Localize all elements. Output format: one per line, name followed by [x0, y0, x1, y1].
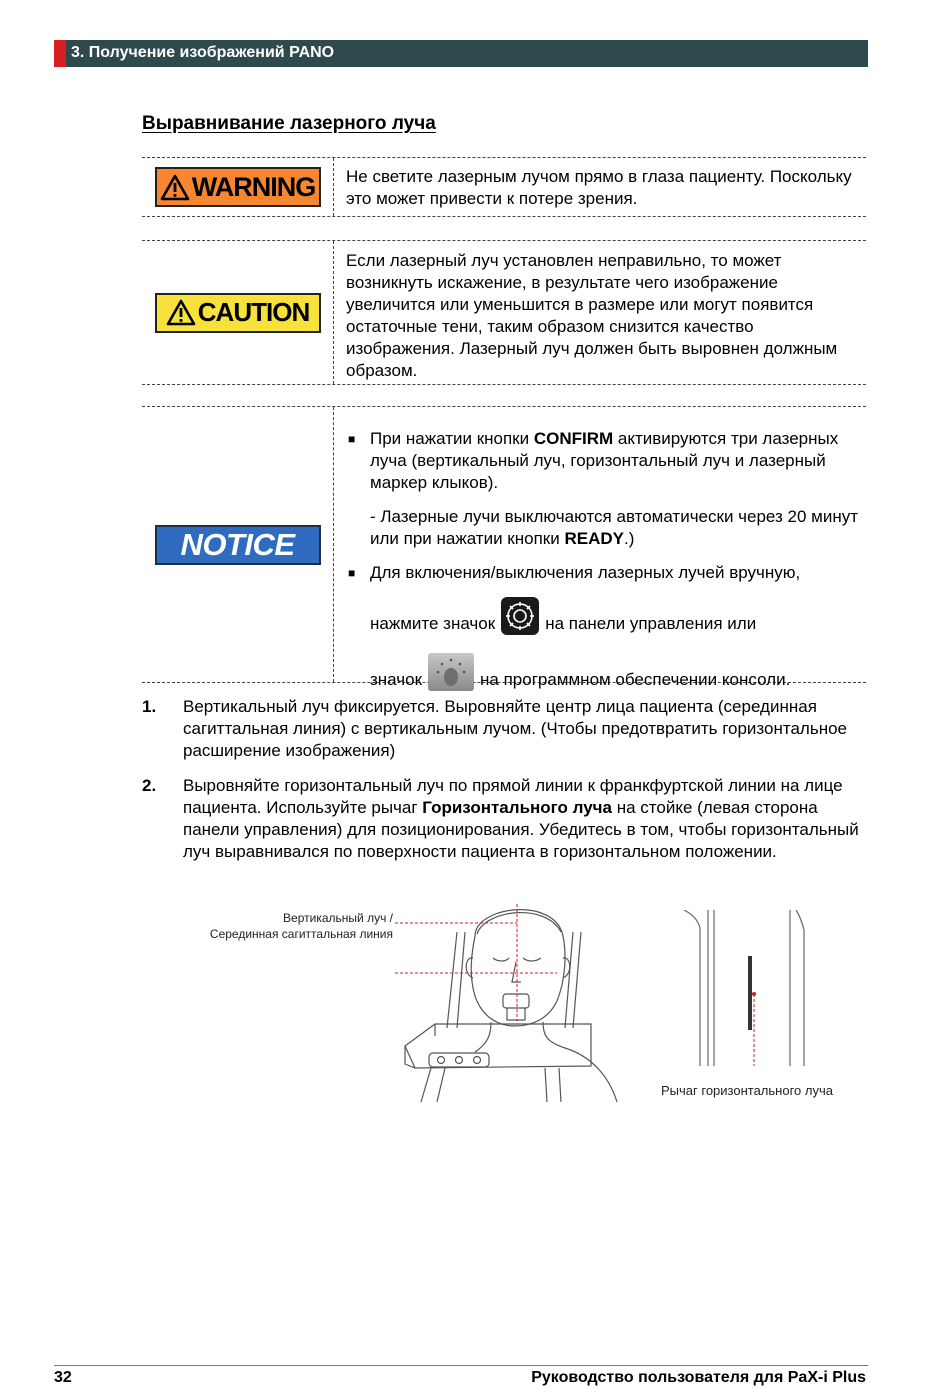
caution-label-text: CAUTION: [197, 297, 310, 327]
notice-item-confirm: ■ При нажатии кнопки CONFIRM активируются три лазерных луча (вертикальный луч, горизонтальный луч и лазерный маркер клыков).: [348, 429, 839, 492]
bullet-icon: ■: [348, 566, 356, 580]
lever-label: Рычаг горизонтального луча: [661, 1083, 833, 1098]
section-header: [54, 40, 868, 67]
notice-subnote: - Лазерные лучи выключаются автоматически через 20 минут или при нажатии кнопки READY.): [370, 507, 859, 548]
notice-content: [346, 428, 860, 697]
step-1: [142, 696, 872, 762]
vertical-beam-label: Вертикальный луч / Серединная сагиттальная линия: [209, 911, 393, 941]
warning-text: Не светите лазерным лучом прямо в глаза пациенту. Поскольку это может привести к потере зрения.: [346, 167, 852, 208]
warning-triangle-icon: [160, 174, 190, 201]
header-accent: [54, 40, 66, 67]
step-number: 1.: [142, 697, 157, 716]
notice-label-text: NOTICE: [180, 526, 295, 562]
notice-label: [155, 525, 321, 565]
page-number: 32: [54, 1369, 72, 1386]
laser-button-icon: [501, 597, 539, 641]
caution-triangle-icon: [166, 299, 196, 326]
notice-item-manual: ■ Для включения/выключения лазерных лучей вручную, нажмите значок на панели управления или значок на программном обеспечении консоли.: [346, 562, 860, 697]
footer-title: Руководство пользователя для PaX-i Plus: [531, 1369, 866, 1386]
bullet-icon: ■: [348, 432, 356, 446]
patient-illustration: [395, 896, 630, 1106]
page-title: Выравнивание лазерного луча: [142, 113, 436, 134]
caution-text: Если лазерный луч установлен неправильно, то может возникнуть искажение, в результате чего изображение увеличится или уменьшится в размере или могут появится остаточные тени, таким образом снизится качество изображения. Лазерный луч должен быть выровнен должным образом.: [346, 251, 838, 380]
column-illustration: [680, 910, 815, 1066]
step-number: 2.: [142, 776, 157, 795]
warning-box: [142, 157, 866, 217]
step-list: [142, 696, 872, 863]
laser-software-icon: [428, 653, 474, 697]
positioning-figure: [180, 896, 870, 1111]
notice-box: [142, 406, 866, 689]
caution-label: [155, 293, 321, 333]
step-text: Вертикальный луч фиксируется. Выровняйте центр лица пациента (серединная сагиттальная линия) с вертикальным лучом. (Чтобы предотвратить горизонтальное расширение изображения): [183, 697, 847, 760]
warning-label-text: WARNING: [191, 171, 316, 202]
warning-label: [155, 167, 321, 207]
footer-divider: [54, 1365, 868, 1366]
step-2: 2. Выровняйте горизонтальный луч по прямой линии к франкфуртской линии на лице пациента. Используйте рычаг Горизонтального луча на стойке (левая сторона панели управления) для позиционирования. Убедитесь в том, чтобы горизонтальный луч выравнивался по поверхности пациента в горизонтальном положении.: [142, 776, 859, 861]
caution-box: [142, 240, 866, 385]
section-header-title: 3. Получение изображений PANO: [71, 44, 335, 61]
